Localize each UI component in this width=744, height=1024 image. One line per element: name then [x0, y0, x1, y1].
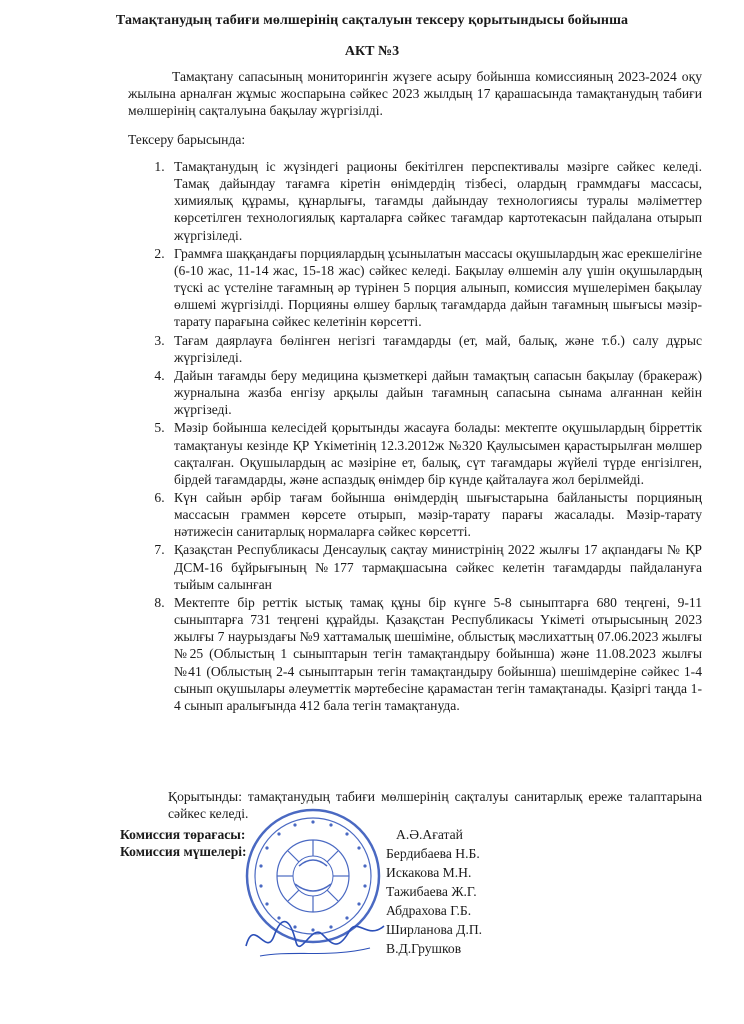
- list-item: 8. Мектепте бір реттік ыстық тамақ құны бір күнге 5-8 сыныптарға 680 теңгені, 9-11 сыныптарға 731 теңгені құрайды. Қазақстан Республикасы Үкіметі отырысының 2023 жылғы 7 наурыздағы №9 хаттамалық шешіміне, облыстық мәслихаттың 07.06.2023 жылғы №25 (Облыстың 1 сыныптарын тегін тамақтандыру бойынша) және 11.08.2023 жылғы №41 (Облыстың 2-4 сыныптарын тегін тамақтандыру бойынша) шешімдеріне сәйкес 1-4 сынып оқушылары әлеуметтік мәртебесіне қарамастан тегін тамақтанады. Қазіргі таңда 1-4 сынып аралығында 412 бала тегін тамақтануда.: [168, 594, 702, 714]
- act-number: АКТ №3: [344, 44, 400, 59]
- conclusion-paragraph: Қорытынды: тамақтанудың табиғи мөлшерінің сақталуы санитарлық ереже талаптарына сәйкес келеді.: [168, 789, 702, 821]
- chair-name: А.Ә.Ағатай: [396, 827, 463, 842]
- list-item: 1. Тамақтанудың іс жүзіндегі рационы бекітілген перспективалы мәзірге сәйкес келеді. Тамақ дайындау тағамға кіретін өнімдердің тізбесі, олардың граммдағы массасы, химиялық құрамы, құнарлығы, тағамды дайындау технологиясы туралы мәліметтер көрсетілген технологиялық карталарға сәйкес тағамдар картотекасын пайдалана отырып жүргізіледі.: [168, 158, 702, 244]
- document-title: Тамақтанудың табиғи мөлшерінің сақталуын тексеру қорытындысы бойынша: [115, 13, 629, 28]
- member-name: Абдрахова Г.Б.: [386, 903, 472, 918]
- intro-paragraph: Тамақтану сапасының мониторингін жүзеге асыру бойынша комиссияның 2023-2024 оқу жылына арналған жұмыс жоспарына сәйкес 2023 жылдың 17 қарашасында тамақтанудың табиғи мөлшерінің сақталуына бақылау жүргізілді.: [128, 69, 702, 118]
- member-name: Искакова М.Н.: [386, 865, 472, 880]
- check-label: Тексеру барысында:: [128, 132, 246, 147]
- member-name: Ширланова Д.П.: [386, 922, 483, 937]
- list-item: 5. Мәзір бойынша келесідей қорытынды жасауға болады: мектепте оқушылардың бірреттік тамақтануы кезінде ҚР Үкіметінің 12.3.2012ж №320 Қаулысымен қарастырылған мөлшер сақталған. Оқушылардың ас мәзіріне ет, балық, сүт тағамдары жүйелі түрде енгізілген, бірдей тағамдарды, және аспаздық өнімдер бір күнде қайталауға жол берілмейді.: [168, 419, 702, 488]
- list-item: 3. Тағам даярлауға бөлінген негізгі тағамдарды (ет, май, балық, және т.б.) салу дұрыс жүргізіледі.: [168, 332, 702, 366]
- member-name: Бердибаева Н.Б.: [386, 846, 480, 861]
- list-item: 6. Күн сайын әрбір тағам бойынша өнімдердің шығыстарына байланысты порцияның массасын граммен көрсете отырып, мәзір-тарату парағы жасалады. Мәзір-тарату нәтижесін санитарлық нормаларға сәйкес көрсетті.: [168, 489, 702, 540]
- list-item: 7. Қазақстан Республикасы Денсаулық сақтау министрінің 2022 жылғы 17 ақпандағы № ҚР ДСМ-16 бұйрығының №177 тармақшасына сәйкес келетін тағамдарды пайдалануға тыйым салынған: [168, 541, 702, 592]
- handwritten-signature-icon: [240, 906, 390, 966]
- findings-list: [128, 158, 702, 715]
- member-name: Тажибаева Ж.Г.: [386, 884, 477, 899]
- members-label: Комиссия мүшелері:: [120, 844, 247, 859]
- list-item: 2. Граммға шаққандағы порциялардың ұсынылатын массасы оқушылардың жас ерекшелігіне (6-10 жас, 11-14 жас, 15-18 жас) сәйкес келеді. Бақылау өлшемін алу үшін оқушылардың түскі ас үстеліне тағамның әр түрінен 5 порция алынып, комиссия мүшелерімен бақылау өлшемі жүргізілді. Порцияны өлшеу барлық тағамдарда дайын тағамның шығысы мәзір-тарату парағына сәйкес келетінін көрсетті.: [168, 245, 702, 331]
- chair-label: Комиссия төрағасы:: [120, 827, 246, 842]
- member-name: В.Д.Грушков: [386, 941, 462, 956]
- list-item: 4. Дайын тағамды беру медицина қызметкері дайын тамақтың сапасын бақылау (бракераж) журналына жазба енгізу арқылы дайын тағамның сапасына сынама алғаннан кейін жүргізеді.: [168, 367, 702, 418]
